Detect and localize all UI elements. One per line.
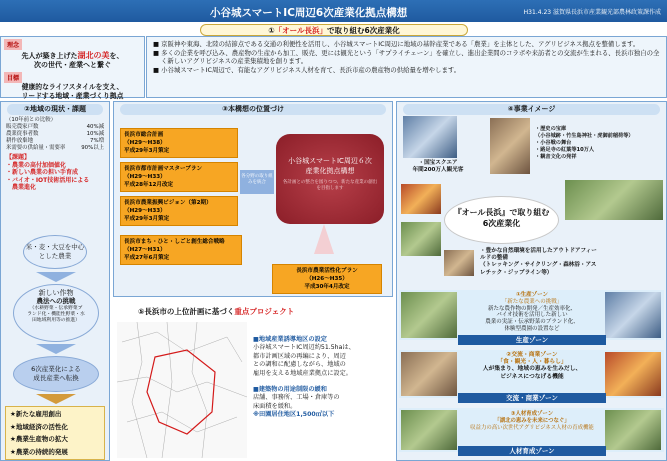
header-date: H31.4.23 滋賀県長浜市産業観光部農林政策課作成	[523, 9, 661, 16]
production-zone: ①生産ゾーン 「新たな農業への挑戦」 新たな農作物の開発／生産効率化、 バイオ技術を活用した新しい 農業の実証・伝承野菜のブランド化、 体験型農園の設置など	[399, 290, 664, 340]
bullet-item: ■ 多くの企業を呼び込み、農産物の生産から加工、販売、更には観光という「サプライチェーン」を確立し、進出企業間のコラボや来訪者との交流が生まれる、長浜市独自の全く新しいアグリビジネスの産業集積地を創ります。	[153, 48, 660, 66]
section1-bullets	[146, 36, 667, 98]
stat-row: 販売農家戸数 40%減	[6, 124, 104, 130]
agri-plan-box: 長浜市農業活性化プラン （H26～H35） 平成30年4月改定	[272, 264, 382, 294]
arrow-down-icon	[36, 272, 76, 282]
section1-title: ①「オール長浜」で取り組む6次産業化	[200, 24, 468, 36]
stat-row: 耕作放棄地 7%増	[6, 138, 104, 144]
arrow-down-icon	[36, 344, 76, 354]
section5-panel	[113, 300, 393, 461]
field-photo	[401, 222, 441, 256]
production-zone-band: 生産ゾーン	[458, 335, 606, 345]
plan-box: 長浜市まち・ひと・しごと創生総合戦略 （H27～H31） 平成27年6月策定	[120, 235, 242, 265]
history-text: ・歴史の宝庫 （小谷城跡・竹生島神社・虎御前稲荷等） ・小谷戦の舞台 ・路足寺の紅葉等10万人 ・観音文化の発祥	[535, 126, 634, 160]
bullet-item: ■ 小谷城スマートIC周辺で、有能なアグリビジネス人材を育て、長浜市産の農産物の供給量を増やします。	[153, 65, 461, 74]
section3-title: ③本構想の位置づけ	[120, 104, 386, 115]
greenhouse-photo	[401, 292, 457, 338]
plan-box: 長浜市総合計画 （H29～H38） 平成29年3月策定	[120, 128, 238, 158]
market-photo	[401, 352, 457, 396]
integration-arrow: 各分野の取り組みを統合	[240, 170, 274, 194]
arrow-up-icon	[314, 224, 334, 254]
section5-title: ⑤長浜市の上位計画に基づく重点プロジェクト	[138, 307, 295, 316]
section4-title: ④事業イメージ	[403, 104, 660, 115]
exchange-zone-band: 交流・商業ゾーン	[458, 393, 606, 403]
training-photo	[401, 410, 457, 450]
philosophy-label: 理念	[4, 39, 22, 50]
temple-photo	[490, 118, 530, 174]
nature-photo	[565, 180, 663, 220]
shop-photo	[605, 352, 661, 396]
exchange-zone: ②交流・商業ゾーン 「食・観光・人・暮らし」 人が集まり、地域の恵みを生みだし、 ビジネスにつなげる機能	[399, 350, 664, 398]
all-nagahama-center: 『オール長浜』で取り組む 6次産業化	[444, 196, 559, 244]
map-image	[117, 322, 247, 458]
result-item: ★地域経済の活性化	[10, 422, 68, 431]
results-list	[5, 406, 105, 460]
autumn-photo	[401, 184, 441, 214]
result-item: ★農業生産物の拡大	[10, 435, 68, 443]
kokuho-text: ・国宝スクエア 年間200万人観光客	[412, 160, 464, 173]
section2-panel	[0, 101, 110, 461]
goal-label: 目標	[4, 72, 22, 83]
training-zone-band: 人材育成ゾーン	[458, 446, 606, 456]
growth-industry-circle: 6次産業化による 成長産業へ転換	[13, 356, 99, 392]
plan-box: 長浜市都市計画マスタープラン （H29～H33） 平成28年12月改定	[120, 162, 238, 192]
building-photo	[403, 116, 457, 158]
stats-list: （10年前との比較） 販売農家戸数 40%減 農業従事者数 10%減 耕作放棄地 7%増 米需要の供給量・需要率 90%以上	[6, 117, 104, 151]
result-item: ★農業の持続的発展	[10, 447, 68, 456]
training-zone: ③人材育成ゾーン 「湖北の恵みを未来につなぐ」 収益力の高い次世代アグリビジネス人材の育成機能	[399, 408, 664, 452]
nature-text: ・豊かな自然環境を活用したアウトドアフィー ルドの整備 （トレッキング・サイクリング・森林浴・アス レチック・ジップライン等）	[480, 248, 597, 276]
philosophy-box	[0, 36, 145, 98]
section2-title: ②地域の現状・課題	[7, 104, 103, 115]
page-title: 小谷城スマートIC周辺6次産業化拠点構想	[210, 7, 408, 19]
result-item: ★新たな雇用創出	[10, 410, 62, 418]
stat-row: 米需要の供給量・需要率 90%以上	[6, 145, 104, 151]
plan-box: 長浜市農業振興ビジョン（第2期） （H29～H33） 平成29年3月策定	[120, 196, 238, 226]
current-farming-circle: 米・麦・大豆を中心 とした農業	[23, 235, 87, 269]
hydroponic-photo	[605, 292, 661, 338]
concept-center-box: 小谷城スマートIC周辺６次 産業化拠点構想 各計画との整合を図りつつ、新たな産業の創出を目指します	[276, 134, 384, 224]
header-bar	[0, 0, 667, 22]
philosophy-text: 先人が築き上げた湖北の美を、 次の世代・産業へと繋ぐ	[21, 51, 124, 69]
farm-photo	[605, 410, 661, 450]
arrow-down-icon	[36, 394, 76, 404]
product-photo	[444, 250, 474, 276]
new-crops-circle: 新しい作物 農法への挑戦 （水耕野菜・伝承野菜ブ ランド化・機能性野菜・水 田地域利用等の推進）	[13, 284, 99, 342]
zone-setting-text: ■地域産業誘導地区の設定 小谷城スマートIC周辺約51.5haは、 都市計画区域の再編により、周辺 との調和に配慮しながら、地域の 雇用を支える地域産業拠点に設定。 ■建築物の用途制限の緩和 店舗、事務所、工場・倉庫等の 床面積を緩和。 ※田園居住地区1,500㎡以下	[253, 336, 355, 419]
stat-row: 農業従事者数 10%減	[6, 131, 104, 137]
issues-list: 【課題】 ・農業の高付加価値化 ・新しい農業の担い手育成 ・バイオ・IOT技術活用による 農業進化	[6, 154, 90, 192]
goal-text: 健康的なライフスタイルを支え、 リードする地域・産業づくり拠点	[21, 83, 124, 100]
section1-highlight: 「オール長浜」	[274, 26, 327, 35]
bullet-item: ■ 京阪神や東海、北陸の結節点である交通の利便性を活用し、小谷城スマートIC周辺に地域の基幹産業である「農業」を主体とした、アグリビジネス拠点を整備します。	[153, 40, 640, 48]
